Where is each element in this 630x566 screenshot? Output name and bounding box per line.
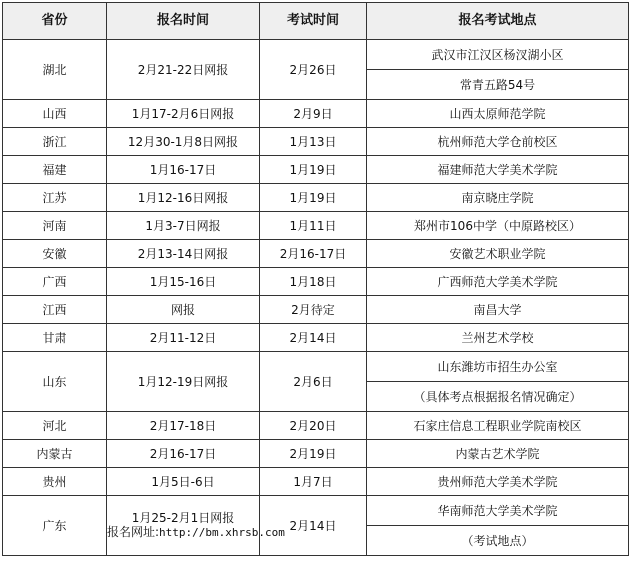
signup-time-cell bbox=[107, 440, 260, 468]
table-row bbox=[3, 412, 629, 440]
signup-time-text: 1月12-19日网报 bbox=[137, 374, 229, 389]
exam-time-cell: 1月19日 bbox=[260, 156, 367, 184]
header-province: 省份 bbox=[3, 3, 107, 40]
exam-time-cell: 2月9日 bbox=[260, 100, 367, 128]
exam-schedule-table bbox=[2, 2, 629, 556]
province-cell: 甘肃 bbox=[3, 324, 107, 352]
table-row bbox=[3, 240, 629, 268]
signup-time-text: 2月17-18日 bbox=[149, 418, 217, 433]
exam-time-cell: 2月14日 bbox=[260, 496, 367, 556]
exam-time-cell: 2月16-17日 bbox=[260, 240, 367, 268]
location-cell: 安徽艺术职业学院 bbox=[367, 240, 629, 268]
location-cell: 山东潍坊市招生办公室 bbox=[367, 352, 629, 382]
signup-time-cell bbox=[107, 40, 260, 100]
signup-time-text: 1月15-16日 bbox=[149, 274, 217, 289]
location-cell: 南京晓庄学院 bbox=[367, 184, 629, 212]
table-row bbox=[3, 496, 629, 526]
header-row bbox=[3, 3, 629, 40]
province-cell: 广西 bbox=[3, 268, 107, 296]
signup-time-cell bbox=[107, 412, 260, 440]
exam-time-cell: 2月6日 bbox=[260, 352, 367, 412]
location-cell: 郑州市106中学（中原路校区） bbox=[367, 212, 629, 240]
signup-time-text: 1月17-2月6日网报 bbox=[131, 106, 235, 121]
signup-time-cell bbox=[107, 128, 260, 156]
signup-time-cell bbox=[107, 324, 260, 352]
signup-time-cell bbox=[107, 240, 260, 268]
signup-time-text: 2月16-17日 bbox=[149, 446, 217, 461]
exam-time-cell: 1月7日 bbox=[260, 468, 367, 496]
table-row bbox=[3, 324, 629, 352]
location-cell: 常青五路54号 bbox=[367, 70, 629, 100]
signup-time-cell bbox=[107, 156, 260, 184]
location-cell: 武汉市江汉区杨汊湖小区 bbox=[367, 40, 629, 70]
province-cell: 贵州 bbox=[3, 468, 107, 496]
signup-time-text: 1月3-7日网报 bbox=[145, 218, 221, 233]
exam-time-cell: 1月18日 bbox=[260, 268, 367, 296]
signup-time-text: 1月25-2月1日网报 bbox=[131, 511, 235, 525]
signup-time-cell bbox=[107, 268, 260, 296]
signup-time-text: 2月21-22日网报 bbox=[137, 62, 229, 77]
province-cell: 湖北 bbox=[3, 40, 107, 100]
location-cell: 山西太原师范学院 bbox=[367, 100, 629, 128]
exam-time-cell: 2月待定 bbox=[260, 296, 367, 324]
signup-url[interactable]: http://bm.xhrsb.com bbox=[159, 526, 285, 539]
table-row bbox=[3, 156, 629, 184]
exam-time-cell: 2月14日 bbox=[260, 324, 367, 352]
location-cell: （具体考点根据报名情况确定） bbox=[367, 382, 629, 412]
location-cell: 华南师范大学美术学院 bbox=[367, 496, 629, 526]
province-cell: 山西 bbox=[3, 100, 107, 128]
province-cell: 江西 bbox=[3, 296, 107, 324]
signup-time-text: 2月13-14日网报 bbox=[137, 246, 229, 261]
exam-time-cell: 1月13日 bbox=[260, 128, 367, 156]
table-row bbox=[3, 40, 629, 70]
location-cell: 福建师范大学美术学院 bbox=[367, 156, 629, 184]
table-row bbox=[3, 352, 629, 382]
province-cell: 浙江 bbox=[3, 128, 107, 156]
province-cell: 内蒙古 bbox=[3, 440, 107, 468]
table-row bbox=[3, 128, 629, 156]
province-cell: 广东 bbox=[3, 496, 107, 556]
signup-time-text: 1月5日-6日 bbox=[151, 474, 215, 489]
signup-time-text: 1月16-17日 bbox=[149, 162, 217, 177]
signup-time-text: 1月12-16日网报 bbox=[137, 190, 229, 205]
province-cell: 河北 bbox=[3, 412, 107, 440]
signup-time-cell bbox=[107, 496, 285, 556]
header-location: 报名考试地点 bbox=[367, 3, 629, 40]
signup-url-label: 报名网址: bbox=[107, 525, 160, 539]
exam-time-cell: 1月11日 bbox=[260, 212, 367, 240]
location-cell: 兰州艺术学校 bbox=[367, 324, 629, 352]
header-exam-time: 考试时间 bbox=[260, 3, 367, 40]
province-cell: 安徽 bbox=[3, 240, 107, 268]
location-cell: 广西师范大学美术学院 bbox=[367, 268, 629, 296]
header-signup-time: 报名时间 bbox=[107, 3, 260, 40]
signup-time-text: 2月11-12日 bbox=[149, 330, 217, 345]
location-cell: 杭州师范大学仓前校区 bbox=[367, 128, 629, 156]
table-row bbox=[3, 468, 629, 496]
table-row bbox=[3, 100, 629, 128]
table-row bbox=[3, 212, 629, 240]
exam-time-cell: 2月19日 bbox=[260, 440, 367, 468]
signup-time-cell bbox=[107, 352, 260, 412]
province-cell: 山东 bbox=[3, 352, 107, 412]
province-cell: 江苏 bbox=[3, 184, 107, 212]
signup-time-cell bbox=[107, 296, 260, 324]
location-cell: 石家庄信息工程职业学院南校区 bbox=[367, 412, 629, 440]
signup-time-cell bbox=[107, 212, 260, 240]
table-row bbox=[3, 184, 629, 212]
signup-url-text bbox=[107, 525, 285, 540]
table-row bbox=[3, 268, 629, 296]
table-body bbox=[3, 40, 629, 556]
table-row bbox=[3, 440, 629, 468]
signup-time-cell bbox=[107, 184, 260, 212]
exam-time-cell: 2月26日 bbox=[260, 40, 367, 100]
exam-time-cell: 1月19日 bbox=[260, 184, 367, 212]
location-cell: （考试地点） bbox=[367, 526, 629, 556]
signup-time-cell bbox=[107, 468, 260, 496]
location-cell: 内蒙古艺术学院 bbox=[367, 440, 629, 468]
signup-time-text: 12月30-1月8日网报 bbox=[127, 134, 239, 149]
province-cell: 福建 bbox=[3, 156, 107, 184]
location-cell: 贵州师范大学美术学院 bbox=[367, 468, 629, 496]
signup-time-text: 网报 bbox=[170, 302, 195, 317]
exam-time-cell: 2月20日 bbox=[260, 412, 367, 440]
province-cell: 河南 bbox=[3, 212, 107, 240]
table-row bbox=[3, 296, 629, 324]
signup-time-cell bbox=[107, 100, 260, 128]
location-cell: 南昌大学 bbox=[367, 296, 629, 324]
